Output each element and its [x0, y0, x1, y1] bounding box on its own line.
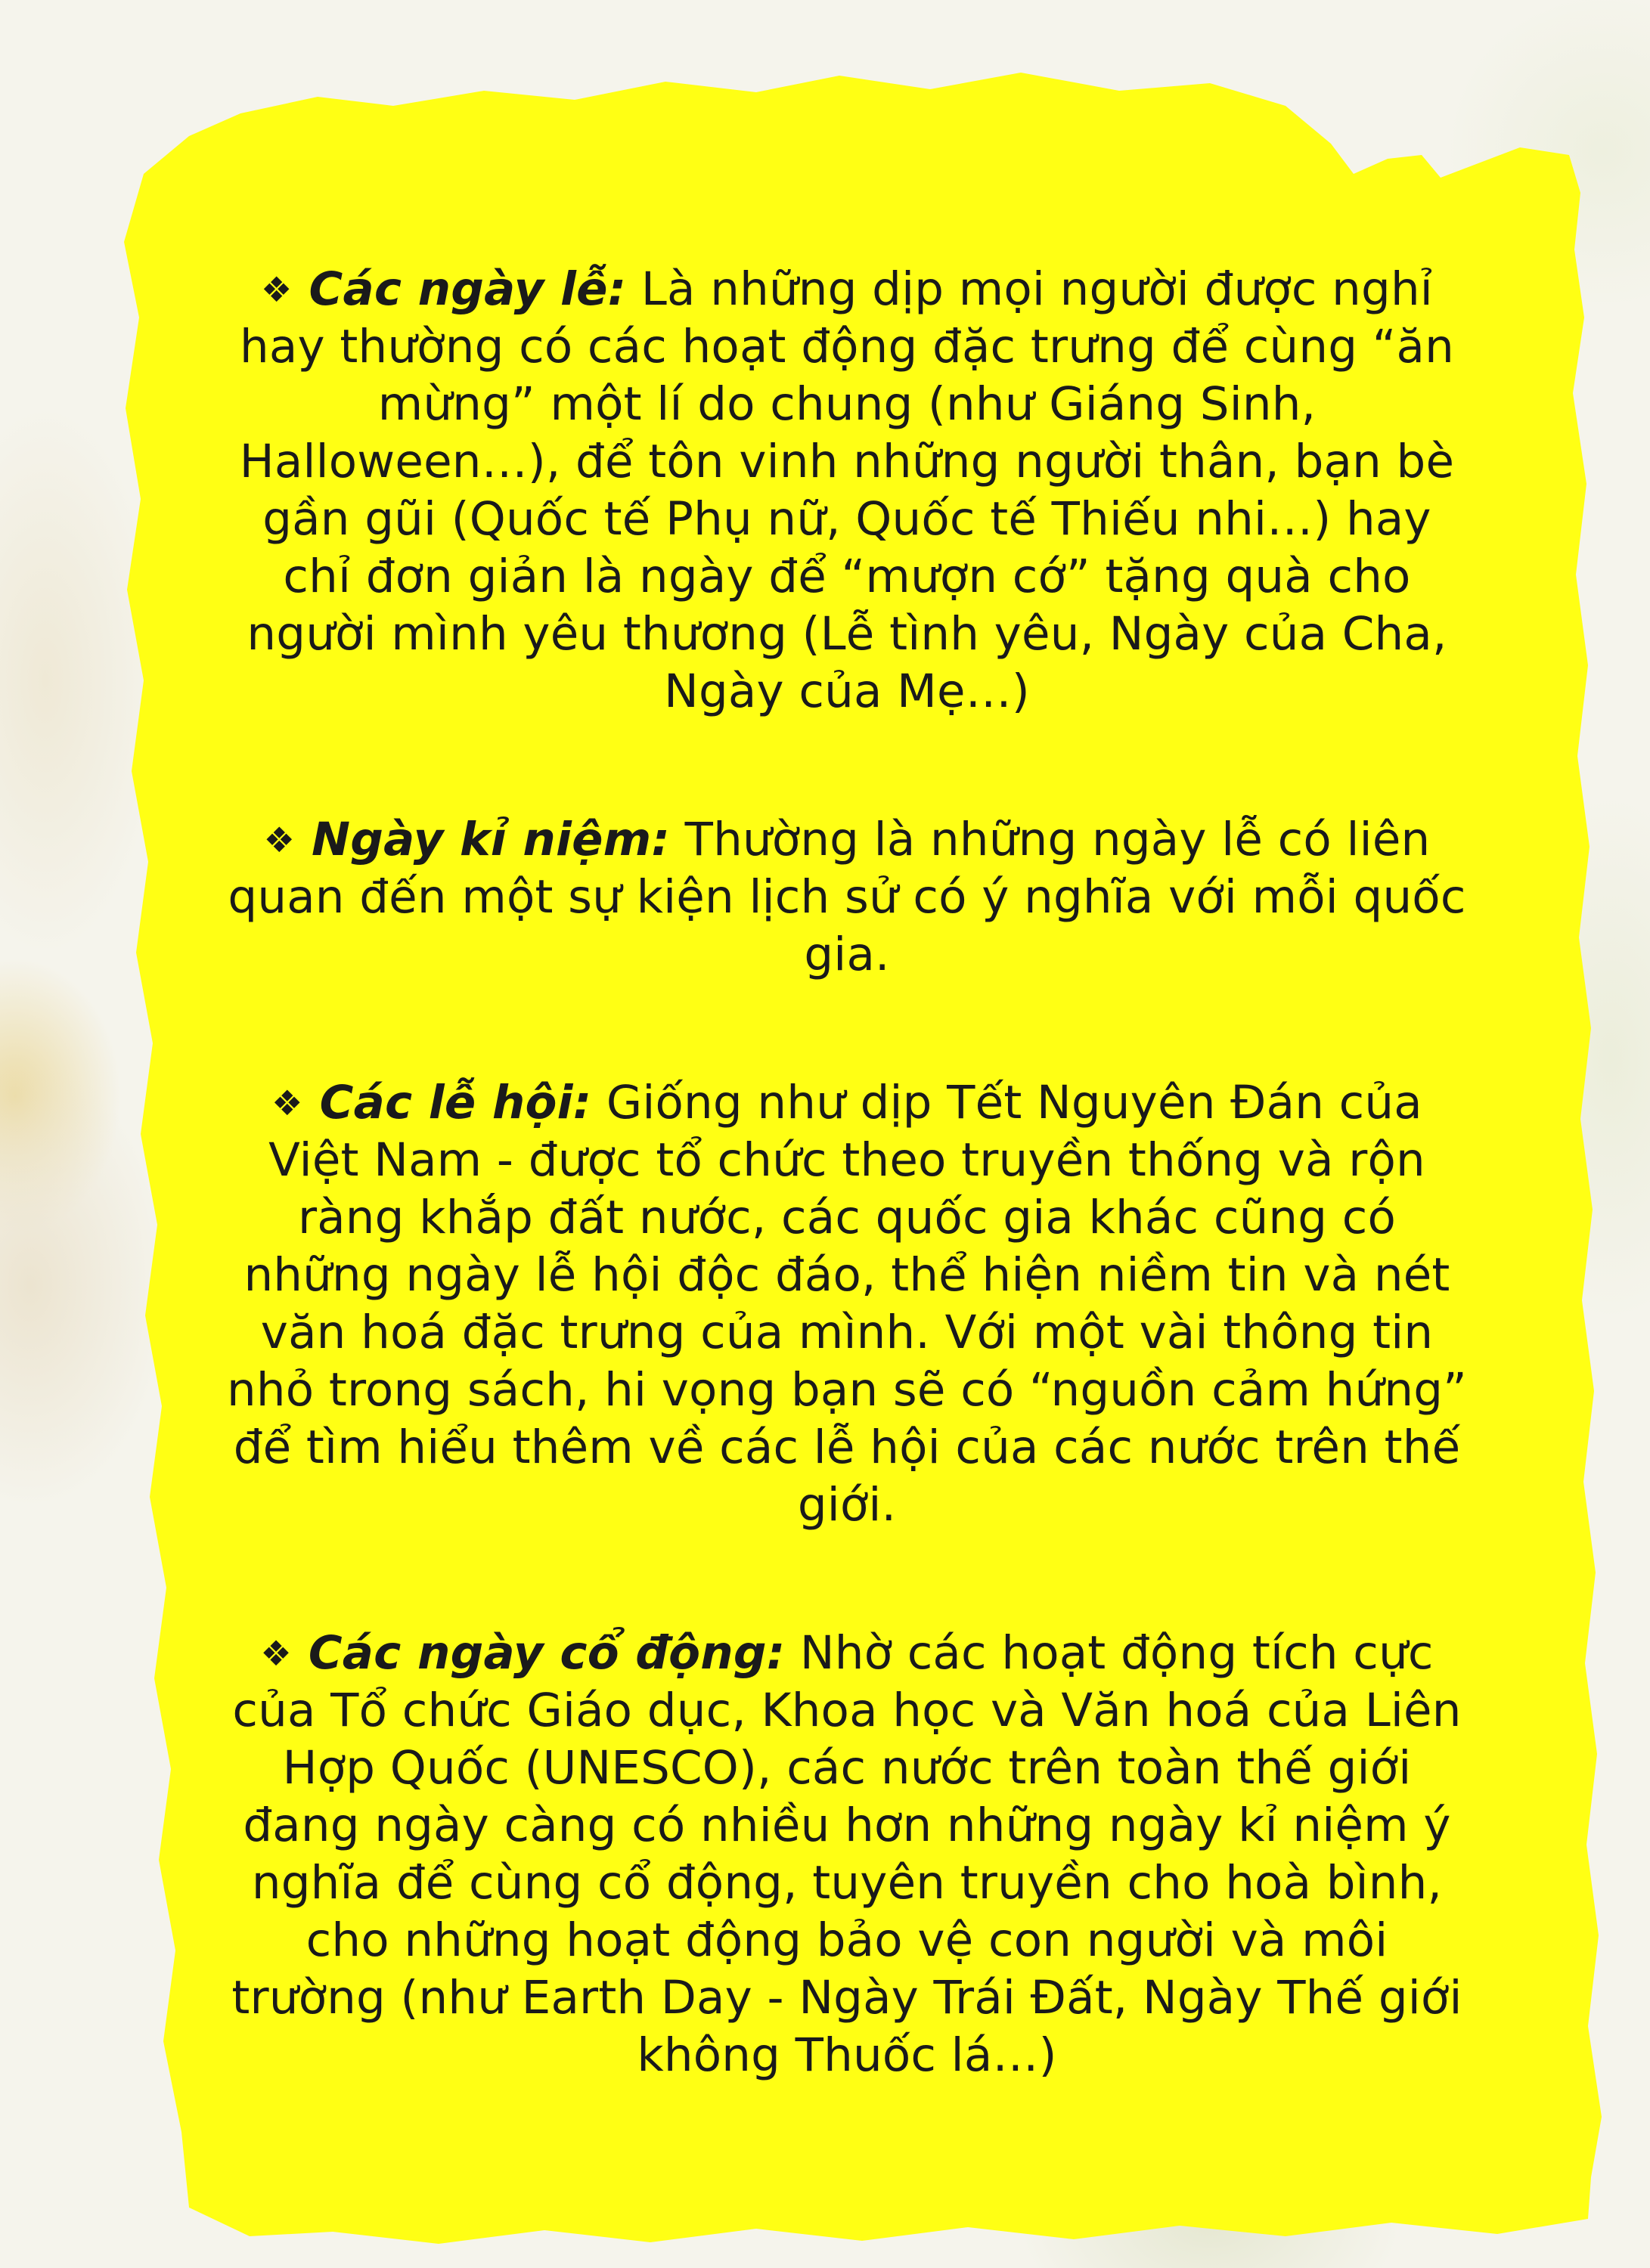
diamond-dots-icon: ❖ — [271, 1083, 303, 1123]
section-cac-ngay-le — [227, 261, 1467, 720]
section-text: Thường là những ngày lễ có liên quan đến một sự kiện lịch sử có ý nghĩa với mỗi quốc gia. — [228, 813, 1466, 981]
section-text: Giống như dịp Tết Nguyên Đán của Việt Nam - được tổ chức theo truyền thống và rộn ràng khắp đất nước, các quốc gia khác cũng có những ngày lễ hội độc đáo, thể hiện niềm tin và nét văn hoá đặc trưng của mình. Với một vài thông tin nhỏ trong sách, hi vọng bạn sẽ có “nguồn cảm hứng” để tìm hiểu thêm về các lễ hội của các nước trên thế giới. — [227, 1076, 1467, 1532]
diamond-dots-icon: ❖ — [263, 820, 296, 860]
section-ngay-ki-niem — [227, 811, 1467, 984]
section-term: Các ngày cổ động: — [308, 1626, 786, 1680]
diamond-dots-icon: ❖ — [260, 1633, 292, 1674]
section-cac-le-hoi — [227, 1074, 1467, 1534]
section-text: Nhờ các hoạt động tích cực của Tổ chức Giáo dục, Khoa học và Văn hoá của Liên Hợp Quốc (UNESCO), các nước trên toàn thế giới đang ngày càng có nhiều hơn những ngày kỉ niệm ý nghĩa để cùng cổ động, tuyên truyền cho hoà bình, cho những hoạt động bảo vệ con người và môi trường (như Earth Day - Ngày Trái Đất, Ngày Thế giới không Thuốc lá…) — [231, 1626, 1462, 2082]
section-term: Các ngày lễ: — [309, 262, 627, 316]
section-term: Các lễ hội: — [319, 1076, 592, 1129]
text-block — [227, 261, 1467, 2175]
section-term: Ngày kỉ niệm: — [312, 813, 671, 866]
section-cac-ngay-co-dong — [227, 1625, 1467, 2084]
section-text: Là những dịp mọi người được nghỉ hay thường có các hoạt động đặc trưng để cùng “ăn mừng” một lí do chung (như Giáng Sinh, Halloween…), để tôn vinh những người thân, bạn bè gần gũi (Quốc tế Phụ nữ, Quốc tế Thiếu nhi…) hay chỉ đơn giản là ngày để “mượn cớ” tặng quà cho người mình yêu thương (Lễ tình yêu, Ngày của Cha, Ngày của Mẹ…) — [239, 262, 1455, 718]
diamond-dots-icon: ❖ — [261, 269, 293, 310]
